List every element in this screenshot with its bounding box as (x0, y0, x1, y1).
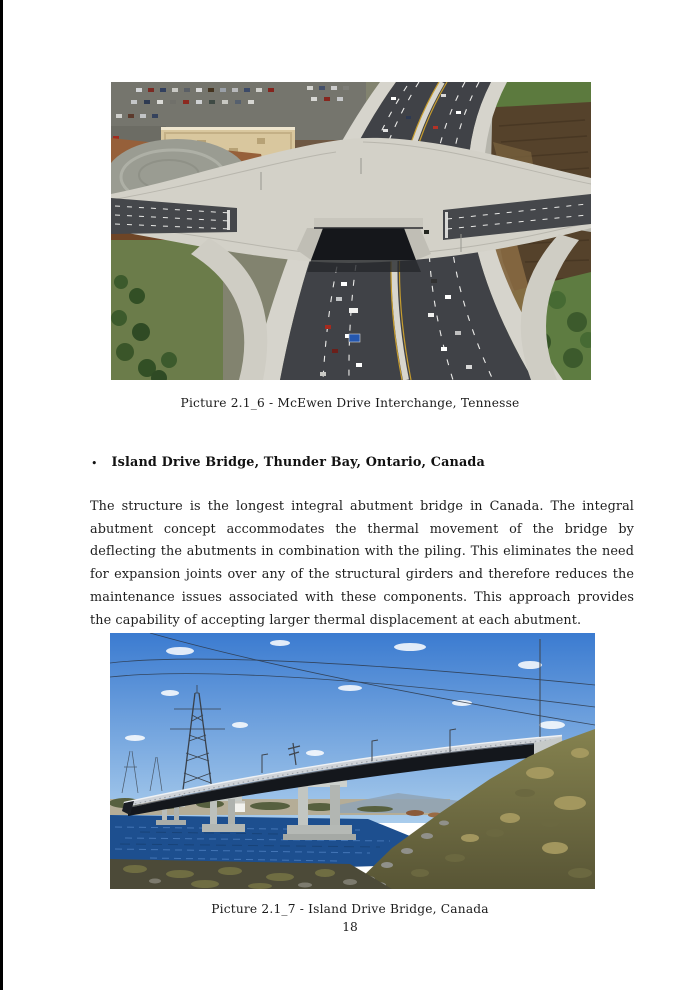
interchange-aerial-illustration (111, 82, 591, 380)
underpass (297, 218, 431, 272)
interchange-aerial-photo (111, 82, 591, 380)
page-left-border (0, 0, 3, 990)
bullet-item (91, 455, 485, 472)
figure1-caption: Picture 2.1_6 - McEwen Drive Interchange, Tennesse (180, 396, 520, 410)
body-paragraph: The structure is the longest integral abutment bridge in Canada. The integral abutment concept accommodates the thermal movement of the bridge by deflecting the abutments in combination with the piling. This eliminates the need for expansion joints over any of the structural girders and therefore reduces the maintenance issues associated with these components. This approach provides the capability of accepting larger thermal displacement at each abutment. (90, 499, 634, 628)
bullet-marker: • (91, 457, 98, 470)
freeway-sign (349, 334, 360, 342)
bridge-photo (110, 633, 595, 889)
page-number: 18 (342, 920, 358, 934)
figure2-caption: Picture 2.1_7 - Island Drive Bridge, Canada (211, 902, 489, 916)
bullet-heading: Island Drive Bridge, Thunder Bay, Ontario, Canada (111, 455, 485, 470)
bridge-photo-illustration (110, 633, 595, 889)
